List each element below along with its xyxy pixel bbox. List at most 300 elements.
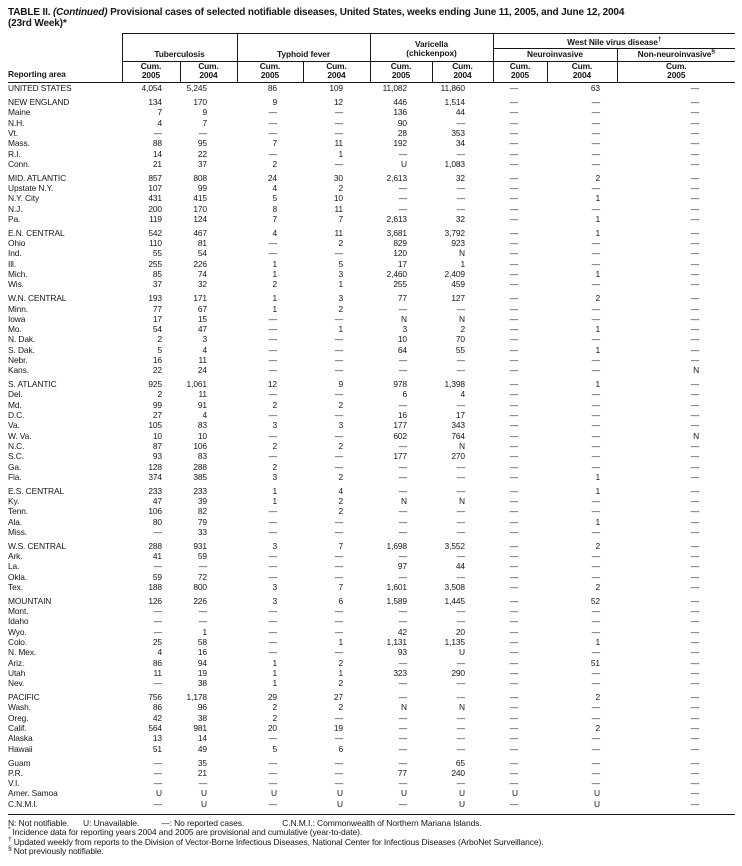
value-cell: —: [509, 526, 518, 537]
reporting-area-cell: Idaho: [8, 616, 29, 627]
value-cell: 3,552: [444, 540, 465, 551]
value-cell: —: [509, 461, 518, 472]
value-cell: 28: [397, 127, 407, 138]
reporting-area-cell: Maine: [8, 107, 31, 118]
value-cell: —: [591, 158, 600, 169]
reporting-area-cell: C.N.M.I.: [8, 798, 38, 809]
value-cell: —: [690, 354, 700, 365]
value-cell: 1: [272, 496, 277, 507]
table-row: [8, 744, 735, 754]
value-cell: 64: [397, 344, 407, 355]
table-row: [8, 410, 735, 420]
value-cell: 3: [272, 471, 277, 482]
value-cell: 4: [202, 344, 207, 355]
value-cell: —: [268, 637, 277, 648]
table-row: [8, 149, 735, 159]
value-cell: 925: [148, 379, 162, 390]
value-cell: —: [690, 778, 700, 789]
value-cell: 11: [198, 354, 207, 365]
value-cell: —: [334, 516, 343, 527]
value-cell: 2: [460, 324, 465, 335]
reporting-area-cell: Wis.: [8, 279, 24, 290]
value-cell: —: [268, 410, 277, 421]
value-cell: 47: [152, 496, 162, 507]
value-cell: 2: [595, 582, 600, 592]
value-cell: —: [591, 203, 600, 214]
value-cell: 1,131: [386, 637, 407, 648]
value-cell: 1: [338, 637, 343, 648]
value-cell: —: [398, 183, 407, 194]
value-cell: 170: [193, 203, 207, 214]
table-header: [8, 33, 735, 83]
table-row: [8, 324, 735, 334]
value-cell: —: [268, 616, 277, 627]
value-cell: —: [456, 723, 465, 734]
value-cell: 13: [152, 733, 162, 744]
reporting-area-cell: NEW ENGLAND: [8, 97, 70, 108]
value-cell: —: [268, 354, 277, 365]
cum-year-header: Cum. 2004: [303, 61, 370, 83]
table-row: [8, 269, 735, 279]
value-cell: —: [456, 551, 465, 562]
value-cell: —: [398, 798, 407, 809]
value-cell: 1: [272, 485, 277, 496]
value-cell: 37: [197, 158, 207, 169]
value-cell: —: [690, 83, 700, 94]
value-cell: N: [459, 440, 465, 451]
value-cell: 374: [148, 471, 162, 482]
value-cell: —: [591, 138, 600, 149]
value-cell: 119: [148, 213, 162, 224]
value-cell: —: [690, 551, 700, 562]
value-cell: 105: [148, 420, 162, 431]
value-cell: —: [690, 410, 700, 421]
table-row: [8, 389, 735, 399]
value-cell: 10: [397, 334, 407, 345]
reporting-area-cell: Kans.: [8, 365, 29, 376]
varicella-label-line2: (chickenpox): [406, 48, 457, 59]
value-cell: 756: [148, 692, 162, 703]
value-cell: —: [456, 485, 465, 496]
value-cell: —: [690, 657, 700, 668]
table-row: [8, 379, 735, 389]
value-cell: —: [334, 107, 343, 118]
value-cell: 446: [393, 97, 407, 108]
value-cell: 602: [393, 430, 407, 441]
value-cell: —: [509, 324, 518, 335]
value-cell: 290: [451, 667, 465, 678]
value-cell: 82: [197, 506, 207, 517]
value-cell: 2: [338, 440, 343, 451]
value-cell: 49: [197, 743, 207, 754]
value-cell: 2: [595, 723, 600, 734]
value-cell: N: [459, 313, 465, 324]
table-row: [8, 355, 735, 365]
value-cell: U: [337, 788, 343, 799]
value-cell: —: [398, 193, 407, 204]
reporting-area-cell: Ind.: [8, 248, 22, 259]
value-cell: —: [456, 692, 465, 703]
value-cell: —: [398, 461, 407, 472]
table-row: [8, 238, 735, 248]
value-cell: 2: [272, 399, 277, 410]
value-cell: —: [509, 667, 518, 678]
reporting-area-cell: Ariz.: [8, 657, 25, 668]
reporting-area-cell: Okla.: [8, 571, 28, 582]
value-cell: 2: [595, 172, 600, 183]
value-cell: 80: [152, 516, 162, 527]
value-cell: —: [591, 127, 600, 138]
value-cell: —: [509, 551, 518, 562]
reporting-area-cell: Mich.: [8, 269, 28, 280]
value-cell: —: [690, 334, 700, 345]
reporting-area-cell: Minn.: [8, 303, 28, 314]
value-cell: 226: [193, 595, 207, 606]
value-cell: 1: [272, 303, 277, 314]
value-cell: —: [690, 279, 700, 290]
reporting-area-cell: Utah: [8, 667, 26, 678]
value-cell: —: [334, 410, 343, 421]
value-cell: —: [456, 516, 465, 527]
table-row: [8, 248, 735, 258]
value-cell: 10: [152, 430, 162, 441]
reporting-area-cell: Upstate N.Y.: [8, 183, 54, 194]
value-cell: U: [459, 798, 465, 809]
value-cell: —: [509, 626, 518, 637]
col-group-neuroinvasive: Neuroinvasive: [493, 48, 617, 61]
value-cell: 923: [451, 238, 465, 249]
value-cell: —: [509, 582, 518, 592]
table-row: [8, 541, 735, 551]
value-cell: —: [591, 702, 600, 713]
value-cell: 41: [152, 551, 162, 562]
value-cell: 1,083: [444, 158, 465, 169]
table-row: [8, 107, 735, 117]
value-cell: —: [591, 313, 600, 324]
value-cell: 44: [455, 561, 465, 572]
value-cell: 1: [595, 344, 600, 355]
value-cell: —: [509, 723, 518, 734]
value-cell: 14: [197, 733, 207, 744]
west-nile-footnote-marker: †: [657, 35, 662, 43]
value-cell: —: [690, 692, 700, 703]
value-cell: —: [509, 430, 518, 441]
value-cell: —: [690, 733, 700, 744]
value-cell: 14: [152, 148, 162, 159]
value-cell: 55: [455, 344, 465, 355]
value-cell: —: [591, 743, 600, 754]
value-cell: —: [690, 451, 700, 462]
value-cell: 2: [272, 279, 277, 290]
reporting-area-cell: P.R.: [8, 767, 23, 778]
value-cell: —: [509, 595, 518, 606]
value-cell: —: [509, 798, 518, 809]
value-cell: —: [509, 238, 518, 249]
value-cell: 323: [393, 667, 407, 678]
value-cell: —: [268, 551, 277, 562]
value-cell: 415: [193, 193, 207, 204]
value-cell: 931: [193, 540, 207, 551]
value-cell: 11,860: [440, 83, 465, 94]
value-cell: —: [509, 571, 518, 582]
value-cell: 11,082: [382, 83, 407, 94]
value-cell: 19: [333, 723, 343, 734]
value-cell: —: [509, 379, 518, 390]
value-cell: —: [690, 637, 700, 648]
table-row: [8, 627, 735, 637]
reporting-area-cell: E.N. CENTRAL: [8, 227, 65, 238]
value-cell: —: [690, 399, 700, 410]
reporting-area-cell: UNITED STATES: [8, 83, 72, 94]
title-prefix: TABLE II.: [8, 7, 51, 18]
value-cell: 12: [333, 97, 343, 108]
value-cell: 20: [455, 626, 465, 637]
value-cell: —: [509, 496, 518, 507]
value-cell: 55: [152, 248, 162, 259]
value-cell: 2: [338, 702, 343, 713]
value-cell: U: [401, 788, 407, 799]
value-cell: —: [591, 365, 600, 376]
value-cell: —: [268, 238, 277, 249]
value-cell: —: [509, 420, 518, 431]
value-cell: 42: [397, 626, 407, 637]
reporting-area-cell: Va.: [8, 420, 20, 431]
value-cell: 255: [393, 279, 407, 290]
value-cell: 94: [197, 657, 207, 668]
table-row: [8, 431, 735, 441]
value-cell: 38: [197, 678, 207, 689]
value-cell: 1: [595, 324, 600, 335]
cum-year-header: Cum. 2004: [547, 61, 617, 83]
value-cell: 4: [157, 647, 162, 658]
value-cell: 2: [272, 461, 277, 472]
value-cell: 77: [397, 293, 407, 304]
value-cell: —: [398, 354, 407, 365]
value-cell: N: [401, 702, 407, 713]
value-cell: —: [509, 83, 518, 94]
footnote-marker: §: [8, 845, 12, 853]
value-cell: 857: [148, 172, 162, 183]
value-cell: 97: [397, 561, 407, 572]
value-cell: 1,698: [386, 540, 407, 551]
reporting-area-cell: Fla.: [8, 471, 22, 482]
table-row: [8, 561, 735, 571]
value-cell: —: [398, 757, 407, 768]
value-cell: 10: [197, 430, 207, 441]
table-row: [8, 193, 735, 203]
value-cell: —: [690, 344, 700, 355]
value-cell: 1,061: [186, 379, 207, 390]
reporting-area-cell: Mont.: [8, 606, 29, 617]
value-cell: 35: [197, 757, 207, 768]
value-cell: —: [690, 269, 700, 280]
value-cell: 1: [595, 193, 600, 204]
value-cell: 288: [193, 461, 207, 472]
value-cell: —: [398, 303, 407, 314]
value-cell: —: [591, 410, 600, 421]
cum-year-header: Cum. 2005: [617, 61, 735, 83]
table-row: [8, 723, 735, 733]
value-cell: 2: [338, 303, 343, 314]
value-cell: N: [401, 496, 407, 507]
value-cell: —: [509, 158, 518, 169]
value-cell: —: [509, 757, 518, 768]
value-cell: —: [690, 107, 700, 118]
value-cell: —: [509, 451, 518, 462]
value-cell: —: [334, 127, 343, 138]
table-row: [8, 293, 735, 303]
value-cell: 86: [267, 83, 277, 94]
value-cell: 343: [451, 420, 465, 431]
value-cell: —: [591, 303, 600, 314]
value-cell: —: [690, 723, 700, 734]
value-cell: —: [456, 203, 465, 214]
value-cell: 7: [338, 582, 343, 592]
reporting-area-cell: Ala.: [8, 516, 23, 527]
table-row: [8, 400, 735, 410]
page-title: [8, 8, 735, 30]
reporting-area-cell: Oreg.: [8, 712, 29, 723]
value-cell: —: [334, 334, 343, 345]
value-cell: 19: [197, 667, 207, 678]
value-cell: U: [201, 788, 207, 799]
value-cell: 5: [272, 193, 277, 204]
value-cell: —: [334, 526, 343, 537]
value-cell: —: [690, 626, 700, 637]
value-cell: —: [690, 248, 700, 259]
value-cell: —: [456, 303, 465, 314]
value-cell: —: [398, 778, 407, 789]
table-row: [8, 692, 735, 702]
reporting-area-cell: Md.: [8, 399, 22, 410]
value-cell: 2: [272, 712, 277, 723]
reporting-area-cell: S. Dak.: [8, 344, 35, 355]
value-cell: 353: [451, 127, 465, 138]
value-cell: —: [456, 461, 465, 472]
value-cell: —: [268, 148, 277, 159]
table-row: [8, 420, 735, 430]
value-cell: —: [591, 561, 600, 572]
value-cell: 16: [152, 354, 162, 365]
value-cell: —: [153, 561, 162, 572]
value-cell: 7: [202, 117, 207, 128]
footer-rule: [8, 814, 735, 815]
value-cell: —: [509, 637, 518, 648]
value-cell: —: [509, 303, 518, 314]
value-cell: 171: [193, 293, 207, 304]
value-cell: —: [591, 506, 600, 517]
value-cell: 1: [595, 379, 600, 390]
legend-item: U: Unavailable.: [83, 818, 140, 829]
reporting-area-cell: N. Mex.: [8, 647, 37, 658]
value-cell: 11: [153, 667, 162, 678]
value-cell: —: [690, 193, 700, 204]
table-row: [8, 334, 735, 344]
value-cell: —: [509, 227, 518, 238]
value-cell: —: [690, 526, 700, 537]
value-cell: 47: [197, 324, 207, 335]
value-cell: 127: [451, 293, 465, 304]
value-cell: 99: [197, 183, 207, 194]
table-row: [8, 517, 735, 527]
value-cell: —: [591, 647, 600, 658]
value-cell: —: [509, 778, 518, 789]
value-cell: —: [509, 127, 518, 138]
value-cell: —: [398, 516, 407, 527]
value-cell: 1: [272, 667, 277, 678]
value-cell: —: [509, 410, 518, 421]
col-group-tuberculosis: Tuberculosis: [122, 33, 237, 61]
reporting-area-cell: D.C.: [8, 410, 25, 421]
reporting-area-cell: Ark.: [8, 551, 23, 562]
table-row: [8, 118, 735, 128]
value-cell: 51: [590, 657, 600, 668]
value-cell: 2: [338, 471, 343, 482]
table-row: [8, 616, 735, 626]
value-cell: —: [591, 767, 600, 778]
value-cell: 85: [152, 269, 162, 280]
value-cell: —: [398, 678, 407, 689]
value-cell: —: [398, 526, 407, 537]
value-cell: —: [268, 127, 277, 138]
value-cell: 2: [338, 399, 343, 410]
value-cell: 88: [152, 138, 162, 149]
value-cell: —: [509, 743, 518, 754]
value-cell: —: [268, 107, 277, 118]
value-cell: 54: [197, 248, 207, 259]
reporting-area-cell: Tex.: [8, 582, 23, 592]
value-cell: 93: [397, 647, 407, 658]
value-cell: 95: [197, 138, 207, 149]
value-cell: 83: [197, 451, 207, 462]
value-cell: 11: [198, 389, 207, 400]
reporting-area-cell: V.I.: [8, 778, 20, 789]
value-cell: 3: [338, 293, 343, 304]
value-cell: 6: [402, 389, 407, 400]
table-row: [8, 582, 735, 592]
value-cell: 25: [152, 637, 162, 648]
cum-year-header: Cum. 2005: [370, 61, 432, 83]
value-cell: —: [268, 516, 277, 527]
value-cell: —: [198, 778, 207, 789]
value-cell: 106: [148, 506, 162, 517]
value-cell: 3: [272, 582, 277, 592]
reporting-area-cell: Vt.: [8, 127, 18, 138]
table-row: [8, 97, 735, 107]
value-cell: 2: [338, 238, 343, 249]
value-cell: 764: [451, 430, 465, 441]
value-cell: —: [268, 365, 277, 376]
value-cell: —: [690, 203, 700, 214]
table-row: [8, 314, 735, 324]
value-cell: —: [509, 678, 518, 689]
col-group-typhoid-fever: Typhoid fever: [237, 33, 370, 61]
value-cell: 54: [152, 324, 162, 335]
value-cell: —: [456, 606, 465, 617]
value-cell: —: [398, 712, 407, 723]
value-cell: —: [509, 313, 518, 324]
value-cell: 17: [397, 258, 407, 269]
value-cell: —: [591, 440, 600, 451]
value-cell: —: [153, 626, 162, 637]
value-cell: 2: [272, 440, 277, 451]
value-cell: 459: [451, 279, 465, 290]
value-cell: —: [509, 440, 518, 451]
table-row: [8, 702, 735, 712]
footnote-text: Incidence data for reporting years 2004 and 2005 are provisional and cumulative (year-to-date).: [12, 827, 363, 838]
value-cell: —: [591, 238, 600, 249]
title-rest: Provisional cases of selected notifiable diseases, United States, weeks ending June 11, 2005, and June 12, 2004: [110, 7, 625, 18]
